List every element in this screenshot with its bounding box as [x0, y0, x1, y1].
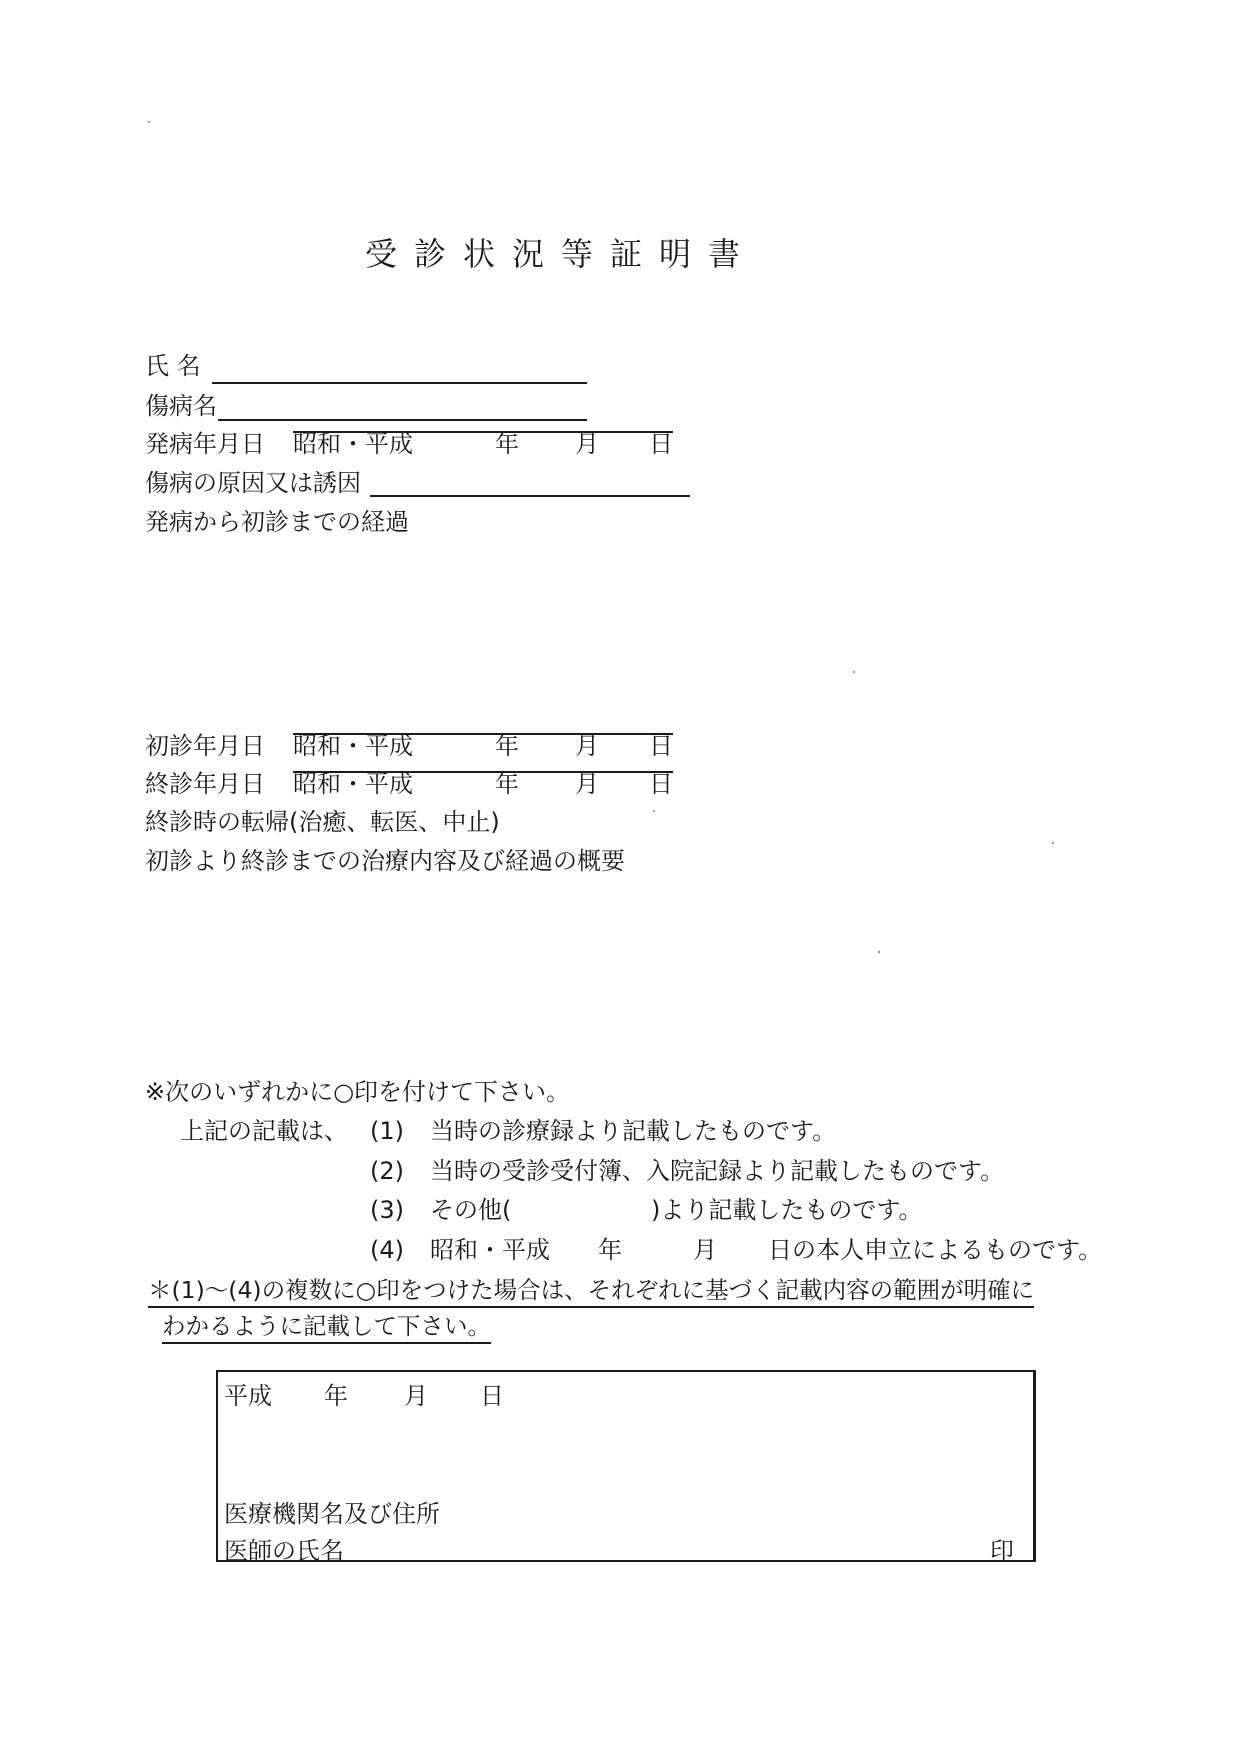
last-visit-month: 月 [575, 770, 599, 798]
scan-speck [148, 121, 150, 123]
disease-name-input-line[interactable] [218, 419, 587, 421]
first-visit-date-label: 初診年月日 [145, 732, 265, 760]
course-label: 発病から初診までの経過 [145, 508, 409, 536]
cert-year: 年 [324, 1382, 348, 1410]
scan-speck [653, 810, 655, 812]
institution-label: 医療機関名及び住所 [224, 1500, 440, 1528]
option-4-year: 年 [598, 1236, 622, 1264]
cert-day: 日 [480, 1382, 504, 1410]
scan-speck [1052, 842, 1054, 844]
option-4-era: 昭和・平成 [430, 1236, 550, 1264]
cause-input-line[interactable] [370, 495, 690, 497]
footnote-line-1: ＊(1)～(4)の複数に○印をつけた場合は、それぞれに基づく記載内容の範囲が明確に [148, 1276, 1034, 1304]
option-1-text: 当時の診療録より記載したものです。 [430, 1117, 837, 1145]
disease-name-label: 傷病名 [145, 392, 217, 420]
option-3-text-before: その他( [430, 1196, 512, 1224]
option-4-text-after: 日の本人申立によるものです。 [768, 1236, 1103, 1264]
option-4-month: 月 [693, 1236, 717, 1264]
option-3-text-after: )より記載したものです。 [651, 1196, 923, 1224]
onset-era: 昭和・平成 [293, 430, 413, 458]
onset-day: 日 [649, 430, 673, 458]
seal-mark: 印 [990, 1537, 1014, 1565]
name-input-line[interactable] [212, 382, 587, 384]
name-label: 氏 名 [145, 352, 201, 380]
last-visit-year: 年 [495, 770, 519, 798]
last-visit-date-field[interactable] [293, 770, 673, 798]
onset-year: 年 [495, 430, 519, 458]
last-visit-date-label: 終診年月日 [145, 770, 265, 798]
doctor-name-label: 医師の氏名 [224, 1537, 344, 1565]
scan-speck [853, 671, 855, 673]
option-1-number[interactable]: (1) [370, 1117, 404, 1145]
first-visit-date-field[interactable] [293, 732, 673, 760]
document-title: 受診状況等証明書 [365, 235, 758, 273]
last-visit-era: 昭和・平成 [293, 770, 413, 798]
option-3-number[interactable]: (3) [370, 1196, 404, 1224]
option-2-text: 当時の受診受付簿、入院記録より記載したものです。 [430, 1157, 1005, 1185]
first-visit-year: 年 [495, 732, 519, 760]
certification-box [216, 1370, 1036, 1565]
onset-date-label: 発病年月日 [145, 430, 265, 458]
footnote-line-2: わかるように記載して下さい。 [162, 1312, 491, 1340]
first-visit-era: 昭和・平成 [293, 732, 413, 760]
option-2-number[interactable]: (2) [370, 1157, 404, 1185]
cert-month: 月 [404, 1382, 428, 1410]
last-visit-day: 日 [649, 770, 673, 798]
first-visit-month: 月 [575, 732, 599, 760]
instruction-note: ※次のいずれかに○印を付けて下さい。 [145, 1078, 571, 1106]
instruction-lead: 上記の記載は、 [180, 1117, 348, 1145]
outcome-label: 終診時の転帰(治癒、転医、中止) [145, 808, 500, 836]
first-visit-day: 日 [649, 732, 673, 760]
scan-speck [878, 951, 880, 953]
cert-era: 平成 [224, 1382, 272, 1410]
option-4-number[interactable]: (4) [370, 1236, 404, 1264]
onset-date-field[interactable] [293, 430, 673, 458]
cause-label: 傷病の原因又は誘因 [145, 469, 361, 497]
onset-month: 月 [575, 430, 599, 458]
treatment-summary-label: 初診より終診までの治療内容及び経過の概要 [145, 847, 625, 875]
